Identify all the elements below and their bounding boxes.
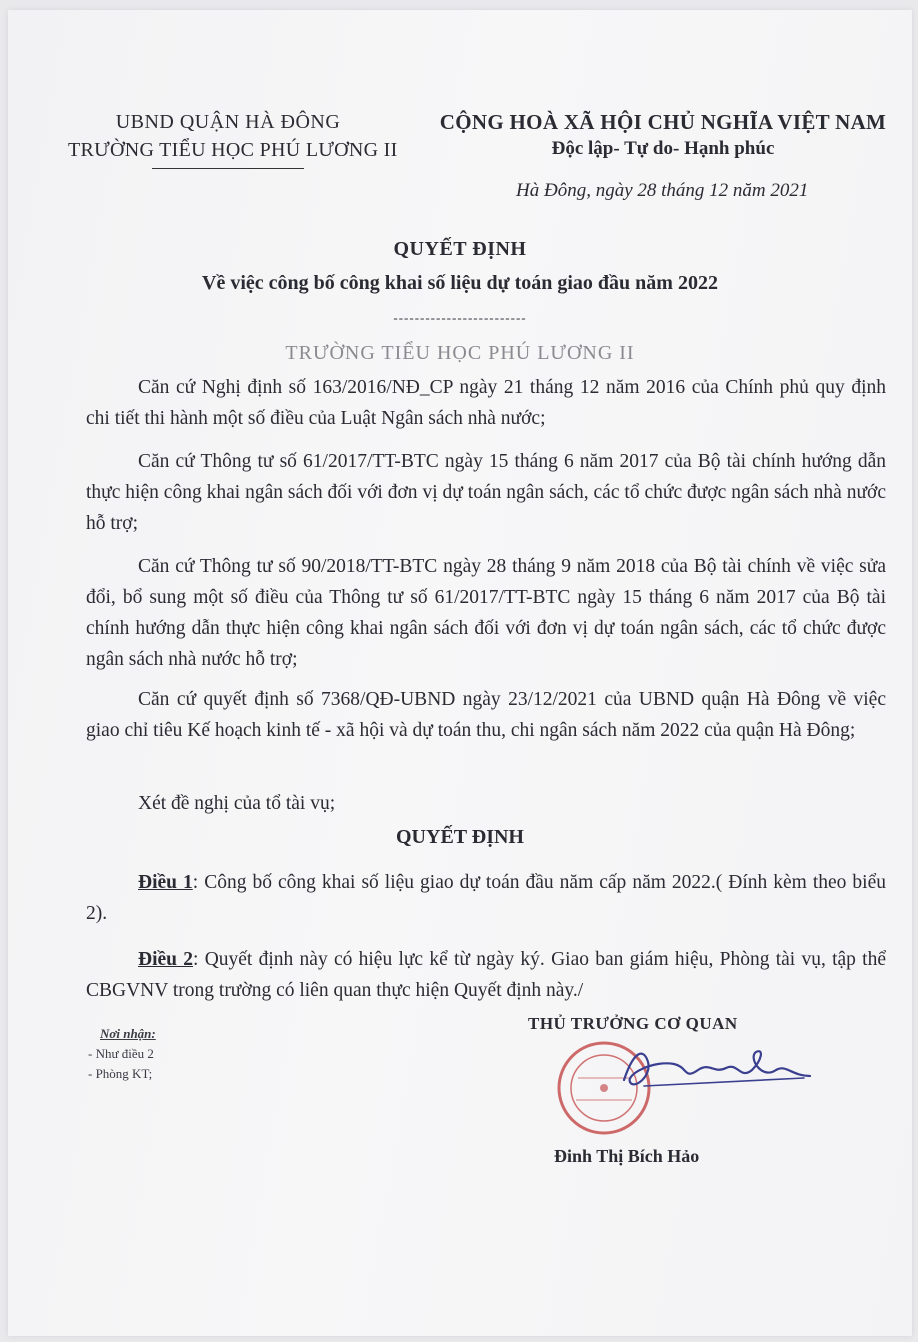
article-text: : Công bố công khai số liệu giao dự toán đầu năm cấp năm 2022.( Đính kèm theo biểu 2).: [86, 872, 886, 924]
preamble-paragraph: Căn cứ quyết định số 7368/QĐ-UBND ngày 23/12/2021 của UBND quận Hà Đông về việc giao chỉ tiêu Kế hoạch kinh tế - xã hội và dự toán thu, chi ngân sách năm 2022 của quận Hà Đông;: [86, 689, 886, 741]
recipient-item: - Phòng KT;: [88, 1066, 153, 1081]
signatory-title: THỦ TRƯỞNG CƠ QUAN: [528, 1014, 738, 1033]
org-line-1: UBND QUẬN HÀ ĐÔNG: [115, 111, 341, 133]
org-line-2: TRƯỜNG TIỂU HỌC PHÚ LƯƠNG II: [68, 139, 398, 161]
nation-name: CỘNG HOÀ XÃ HỘI CHỦ NGHĨA VIỆT NAM: [439, 110, 887, 134]
preamble-paragraph: Căn cứ Thông tư số 90/2018/TT-BTC ngày 28 tháng 9 năm 2018 của Bộ tài chính về việc sửa đổi, bổ sung một số điều của Thông tư số 61/2017/TT-BTC ngày 15 tháng 6 năm 2017 của Bộ tài chính hướng dẫn thực hiện công khai ngân sách đối với đơn vị dự toán ngân sách, các tổ chức được ngân sách nhà nước hỗ trợ;: [86, 556, 886, 670]
article-1: [86, 867, 886, 929]
header-rule: [152, 168, 304, 169]
article-2: [86, 944, 886, 1006]
preamble-paragraph: Căn cứ Nghị định số 163/2016/NĐ_CP ngày 21 tháng 12 năm 2016 của Chính phủ quy định chi tiết thi hành một số điều của Luật Ngân sách nhà nước;: [86, 377, 886, 429]
recipient-item: - Như điều 2: [88, 1046, 154, 1061]
title-divider: -------------------------: [393, 310, 527, 325]
national-header: [438, 108, 888, 162]
issuer-name: TRƯỜNG TIỂU HỌC PHÚ LƯƠNG II: [285, 342, 635, 364]
recipients-heading: Nơi nhận:: [100, 1026, 156, 1041]
decision-heading: QUYẾT ĐỊNH: [396, 826, 524, 848]
recipients-block: [88, 1024, 156, 1084]
document-page: [8, 10, 912, 1336]
article-label: Điều 2: [138, 949, 194, 970]
handwritten-signature-icon: [614, 1040, 814, 1100]
national-motto: Độc lập- Tự do- Hạnh phúc: [551, 138, 775, 159]
document-subject: Về việc công bố công khai số liệu dự toán giao đầu năm 2022: [202, 272, 718, 294]
article-text: : Quyết định này có hiệu lực kể từ ngày ký. Giao ban giám hiệu, Phòng tài vụ, tập thể CBGVNV trong trường có liên quan thực hiện Quyết định này./: [86, 949, 886, 1001]
issuing-authority: [68, 108, 398, 169]
signatory-name: Đinh Thị Bích Hảo: [554, 1146, 700, 1166]
document-type: QUYẾT ĐỊNH: [393, 238, 527, 260]
article-label: Điều 1: [138, 872, 193, 893]
preamble-paragraph: Căn cứ Thông tư số 61/2017/TT-BTC ngày 15 tháng 6 năm 2017 của Bộ tài chính hướng dẫn thực hiện công khai ngân sách đối với đơn vị dự toán ngân sách, các tổ chức được ngân sách nhà nước hỗ trợ;: [86, 451, 886, 534]
preamble-paragraph: Xét đề nghị của tổ tài vụ;: [138, 793, 336, 814]
dateline: Hà Đông, ngày 28 tháng 12 năm 2021: [516, 180, 809, 201]
